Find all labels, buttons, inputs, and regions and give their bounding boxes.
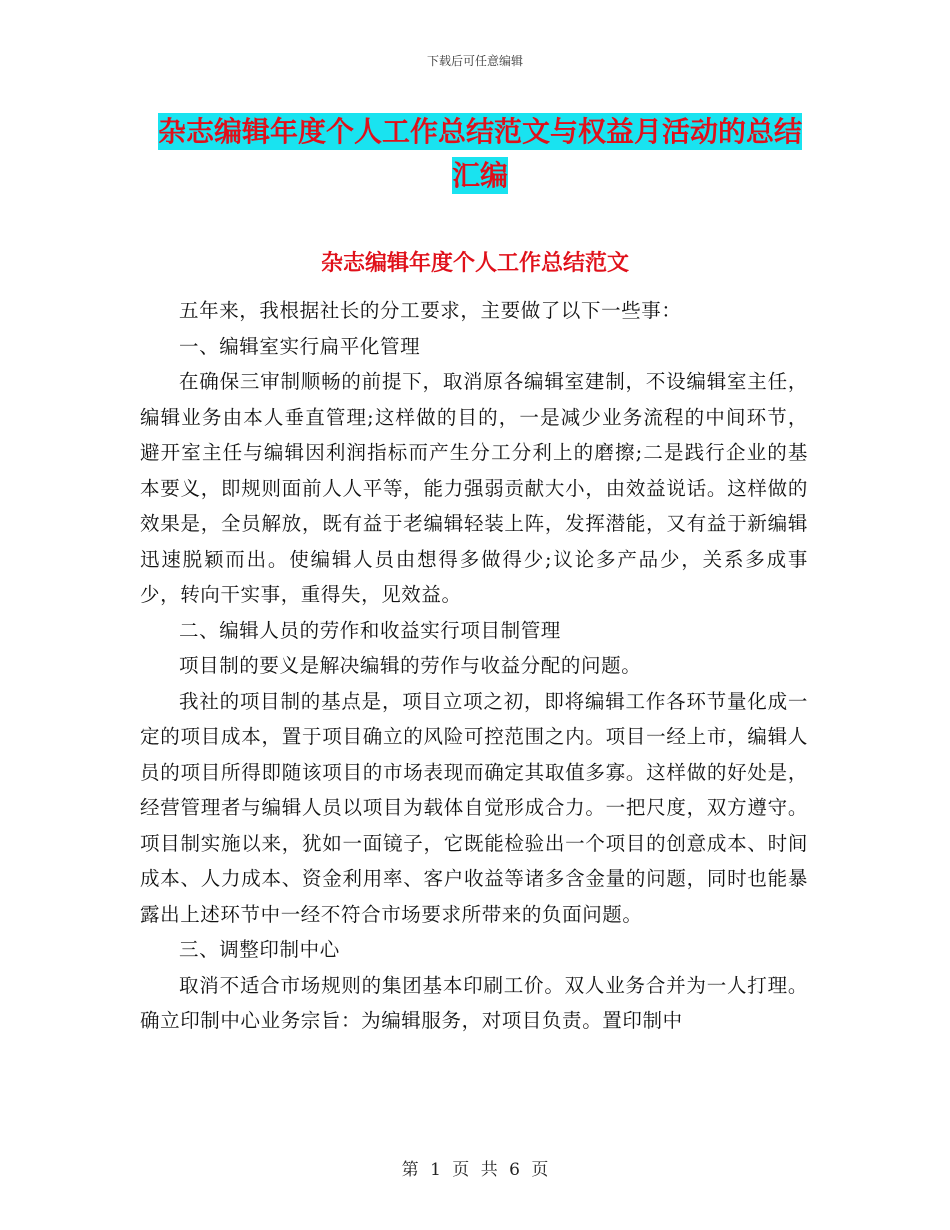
section-title: 杂志编辑年度个人工作总结范文 xyxy=(320,251,629,276)
paragraph-item-1: 在确保三审制顺畅的前提下，取消原各编辑室建制，不设编辑室主任，编辑业务由本人垂直管理;这样做的目的，一是减少业务流程的中间环节，避开室主任与编辑因利润指标而产生分工分利上的磨擦;二是践行企业的基本要义，即规则面前人人平等，能力强弱贡献大小，由效益说话。这样做的效果是，全员解放，既有益于老编辑轻装上阵，发挥潜能，又有益于新编辑迅速脱颖而出。使编辑人员由想得多做得少;议论多产品少，关系多成事少，转向干实事，重得失，见效益。 xyxy=(140,370,808,606)
paragraph-item-2a: 项目制的要义是解决编辑的劳作与收益分配的问题。 xyxy=(179,654,642,677)
document-body xyxy=(140,293,808,1039)
paragraph-item-2b: 我社的项目制的基点是，项目立项之初，即将编辑工作各环节量化成一定的项目成本，置于项目确立的风险可控范围之内。项目一经上市，编辑人员的项目所得即随该项目的市场表现而确定其取值多寡。这样做的好处是，经营管理者与编辑人员以项目为载体自觉形成合力。一把尺度，双方遵守。项目制实施以来，犹如一面镜子，它既能检验出一个项目的创意成本、时间成本、人力成本、资金利用率、客户收益等诸多含金量的问题，同时也能暴露出上述环节中一经不符合市场要求所带来的负面问题。 xyxy=(140,689,808,926)
document-title xyxy=(140,110,820,198)
paragraph-intro: 五年来，我根据社长的分工要求，主要做了以下一些事： xyxy=(179,299,682,322)
document-title-line-1: 杂志编辑年度个人工作总结范文与权益月活动的总结 xyxy=(157,115,802,148)
heading-item-2: 二、编辑人员的劳作和收益实行项目制管理 xyxy=(179,618,561,642)
heading-item-1: 一、编辑室实行扁平化管理 xyxy=(179,334,421,358)
heading-item-3: 三、调整印制中心 xyxy=(179,938,340,961)
document-title-line-2: 汇编 xyxy=(451,159,508,192)
paragraph-item-3: 取消不适合市场规则的集团基本印刷工价。双人业务合并为一人打理。确立印制中心业务宗旨：为编辑服务，对项目负责。置印制中 xyxy=(140,973,808,1032)
header-note: 下载后可任意编辑 xyxy=(426,54,523,68)
page-number-footer: 第 1 页 共 6 页 xyxy=(401,1160,549,1180)
